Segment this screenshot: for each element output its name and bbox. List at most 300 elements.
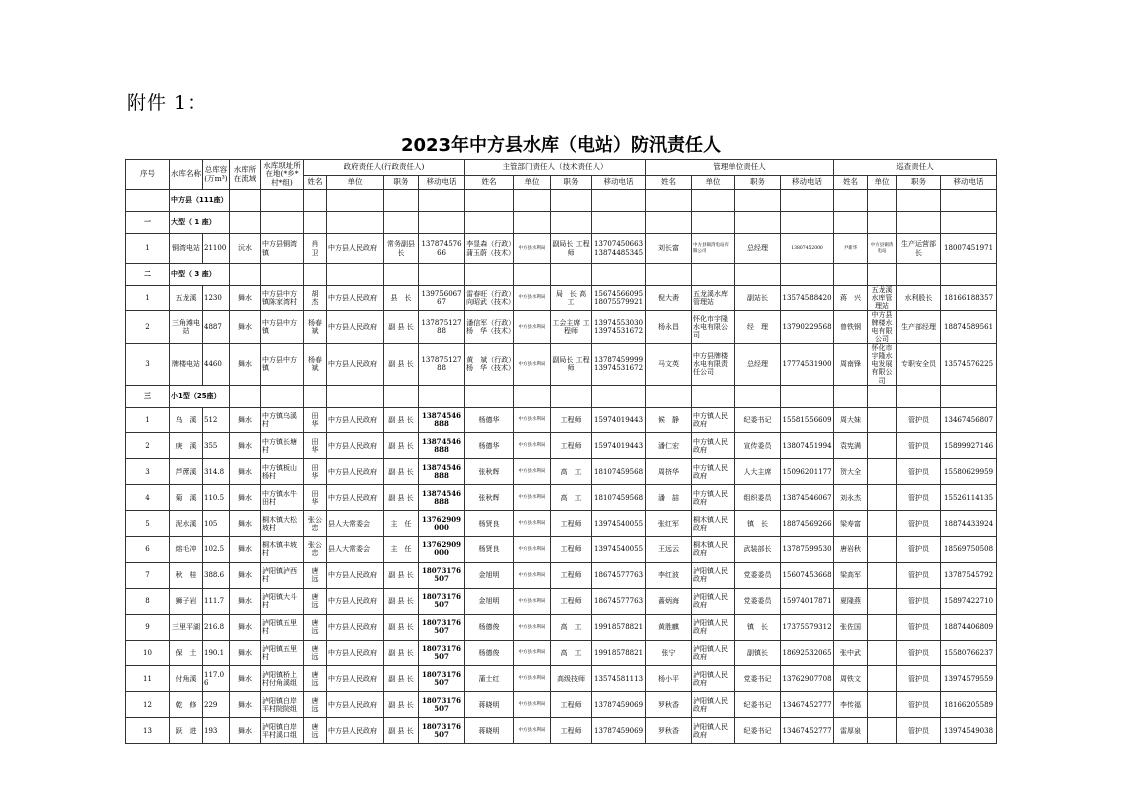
header-name: 水库名称	[170, 160, 203, 190]
cell-gov-title: 主 任	[384, 511, 419, 537]
cell-mgmt-phone: 13807452000	[781, 234, 834, 264]
cell-patrol-unit: 中方县牌楼水电有限公司	[868, 311, 897, 344]
section-label: 大型（ 1 座）	[170, 212, 230, 234]
cell-patrol-title: 管护员	[897, 511, 941, 537]
subheader-name: 姓名	[304, 176, 327, 190]
cell-seq: 11	[126, 666, 170, 692]
header-dept: 主管部门责任人（技术责任人）	[465, 160, 646, 176]
cell-gov-name: 田 华	[304, 433, 327, 459]
cell-capacity: 110.5	[203, 485, 230, 511]
cell-patrol-unit	[868, 511, 897, 537]
subheader-unit: 单位	[327, 176, 384, 190]
cell-dept-unit: 中方县水利局	[514, 234, 551, 264]
empty-cell	[230, 385, 261, 407]
empty-cell	[592, 212, 646, 234]
empty-cell	[514, 264, 551, 286]
empty-cell	[304, 385, 327, 407]
cell-gov-name: 唐 远	[304, 692, 327, 718]
cell-gov-title: 副 县 长	[384, 718, 419, 744]
table-row	[126, 562, 997, 588]
cell-patrol-name: 周铁文	[834, 666, 868, 692]
cell-gov-title: 副 县 长	[384, 311, 419, 344]
empty-cell	[304, 212, 327, 234]
cell-dept-name: 黄 斌（行政）杨 华（技术）	[465, 344, 514, 385]
cell-location: 泸阳镇五里村	[261, 614, 304, 640]
table-row	[126, 692, 997, 718]
cell-seq: 3	[126, 459, 170, 485]
table-row	[126, 459, 997, 485]
cell-dept-title: 工程师	[551, 511, 592, 537]
cell-dept-phone: 13787459999 13974531672	[592, 344, 646, 385]
cell-gov-name: 唐 远	[304, 666, 327, 692]
cell-seq: 7	[126, 562, 170, 588]
cell-patrol-title: 管护员	[897, 407, 941, 433]
cell-mgmt-phone: 13874546067	[781, 485, 834, 511]
cell-dept-title: 工程师	[551, 562, 592, 588]
cell-mgmt-title: 纪委书记	[735, 407, 781, 433]
cell-dept-name: 杨德华	[465, 407, 514, 433]
cell-gov-phone: 13762909000	[419, 537, 465, 563]
section-number: 一	[126, 212, 170, 234]
cell-river: 舞水	[230, 537, 261, 563]
cell-mgmt-unit: 泸阳镇人民政府	[692, 562, 735, 588]
subheader-phone: 移动电话	[592, 176, 646, 190]
cell-dept-unit: 中方县水利局	[514, 311, 551, 344]
cell-gov-phone: 18073176507	[419, 718, 465, 744]
empty-cell	[941, 212, 997, 234]
empty-cell	[261, 190, 304, 212]
cell-gov-title: 常务副县长	[384, 234, 419, 264]
cell-reservoir-name: 五龙溪	[170, 286, 203, 311]
cell-capacity: 105	[203, 511, 230, 537]
cell-dept-unit: 中方县水利局	[514, 718, 551, 744]
empty-cell	[735, 385, 781, 407]
cell-patrol-name: 尹新华	[834, 234, 868, 264]
cell-patrol-title: 管护员	[897, 614, 941, 640]
cell-gov-phone: 13787457666	[419, 234, 465, 264]
cell-dept-title: 工程师	[551, 433, 592, 459]
cell-dept-phone: 13707450663 13874485345	[592, 234, 646, 264]
cell-dept-name: 杨德俊	[465, 614, 514, 640]
cell-patrol-name: 李传福	[834, 692, 868, 718]
cell-patrol-phone: 13574576225	[941, 344, 997, 385]
empty-cell	[692, 212, 735, 234]
empty-cell	[897, 385, 941, 407]
cell-location: 泸阳镇白岸平村院院组	[261, 692, 304, 718]
cell-mgmt-name: 周挤华	[646, 459, 692, 485]
cell-patrol-unit	[868, 614, 897, 640]
cell-patrol-phone: 18569750508	[941, 537, 997, 563]
cell-gov-unit: 中方县人民政府	[327, 588, 384, 614]
cell-seq: 8	[126, 588, 170, 614]
cell-mgmt-title: 纪委书记	[735, 718, 781, 744]
cell-dept-name: 杨德华	[465, 433, 514, 459]
header-patrol: 巡查责任人	[834, 160, 997, 176]
cell-patrol-phone: 15897422710	[941, 588, 997, 614]
cell-mgmt-title: 党委书记	[735, 666, 781, 692]
section-large	[126, 212, 997, 234]
empty-cell	[384, 212, 419, 234]
cell-river: 舞水	[230, 344, 261, 385]
cell-dept-unit: 中方县水利局	[514, 614, 551, 640]
cell-gov-phone: 18073176507	[419, 614, 465, 640]
cell-gov-name: 田 华	[304, 459, 327, 485]
cell-river: 舞水	[230, 433, 261, 459]
cell-mgmt-unit: 泸阳镇人民政府	[692, 666, 735, 692]
cell-gov-phone: 13874546888	[419, 459, 465, 485]
cell-mgmt-unit: 桐木镇人民政府	[692, 537, 735, 563]
empty-cell	[465, 264, 514, 286]
subheader-unit: 单位	[868, 176, 897, 190]
empty-cell	[230, 212, 261, 234]
cell-patrol-title: 管护员	[897, 433, 941, 459]
cell-patrol-unit	[868, 433, 897, 459]
cell-gov-title: 副 县 长	[384, 692, 419, 718]
cell-dept-title: 工程师	[551, 537, 592, 563]
empty-cell	[230, 264, 261, 286]
cell-mgmt-name: 潘仁宏	[646, 433, 692, 459]
cell-gov-phone: 18073176507	[419, 562, 465, 588]
empty-cell	[868, 264, 897, 286]
cell-mgmt-phone: 17774531900	[781, 344, 834, 385]
cell-mgmt-unit: 五龙溪水库管理站	[692, 286, 735, 311]
cell-dept-phone: 13574581113	[592, 666, 646, 692]
cell-gov-title: 副 县 长	[384, 640, 419, 666]
cell-gov-unit: 县人大常委会	[327, 511, 384, 537]
cell-capacity: 4887	[203, 311, 230, 344]
cell-mgmt-name: 杨小平	[646, 666, 692, 692]
cell-gov-phone: 18073176507	[419, 640, 465, 666]
cell-mgmt-phone: 18874569266	[781, 511, 834, 537]
cell-seq: 4	[126, 485, 170, 511]
cell-patrol-title: 管护员	[897, 666, 941, 692]
section-number: 二	[126, 264, 170, 286]
county-row	[126, 190, 997, 212]
cell-reservoir-name: 乌 溪	[170, 407, 203, 433]
cell-gov-unit: 中方县人民政府	[327, 485, 384, 511]
cell-gov-phone: 18073176507	[419, 588, 465, 614]
cell-mgmt-phone: 13787599530	[781, 537, 834, 563]
empty-cell	[868, 212, 897, 234]
cell-river: 舞水	[230, 588, 261, 614]
cell-gov-name: 张公忠	[304, 511, 327, 537]
cell-reservoir-name: 乾 修	[170, 692, 203, 718]
cell-dept-title: 工程师	[551, 692, 592, 718]
subheader-title: 职务	[897, 176, 941, 190]
cell-patrol-unit	[868, 485, 897, 511]
cell-mgmt-phone: 13807451994	[781, 433, 834, 459]
cell-patrol-name: 夏隆燕	[834, 588, 868, 614]
cell-patrol-phone: 13974549038	[941, 718, 997, 744]
cell-patrol-unit	[868, 562, 897, 588]
responsibility-table	[125, 159, 997, 744]
cell-mgmt-name: 候 静	[646, 407, 692, 433]
cell-gov-phone: 13787512788	[419, 311, 465, 344]
cell-mgmt-title: 纪委书记	[735, 692, 781, 718]
cell-capacity: 512	[203, 407, 230, 433]
cell-gov-unit: 中方县人民政府	[327, 614, 384, 640]
cell-seq: 13	[126, 718, 170, 744]
cell-mgmt-phone: 13467452777	[781, 692, 834, 718]
cell-capacity: 21100	[203, 234, 230, 264]
empty-cell	[941, 385, 997, 407]
empty-cell	[230, 190, 261, 212]
empty-cell	[834, 264, 868, 286]
cell-dept-unit: 中方县水利局	[514, 485, 551, 511]
cell-patrol-phone: 13467456807	[941, 407, 997, 433]
cell-mgmt-name: 罗秋香	[646, 692, 692, 718]
cell-reservoir-name: 保 土	[170, 640, 203, 666]
cell-patrol-name: 张佐国	[834, 614, 868, 640]
cell-seq: 10	[126, 640, 170, 666]
cell-patrol-title: 水利股长	[897, 286, 941, 311]
cell-gov-name: 张公忠	[304, 537, 327, 563]
cell-capacity: 193	[203, 718, 230, 744]
cell-mgmt-phone: 15607453668	[781, 562, 834, 588]
cell-patrol-unit: 怀化市宇隆水电发展有限公司	[868, 344, 897, 385]
header-seq: 序号	[126, 160, 170, 190]
table-row	[126, 511, 997, 537]
empty-cell	[735, 264, 781, 286]
empty-cell	[868, 385, 897, 407]
cell-capacity: 4460	[203, 344, 230, 385]
cell-dept-title: 副局长 工程师	[551, 234, 592, 264]
cell-patrol-name: 梁高军	[834, 562, 868, 588]
cell-dept-phone: 13787459069	[592, 718, 646, 744]
cell-seq: 2	[126, 433, 170, 459]
cell-patrol-unit	[868, 692, 897, 718]
empty-cell	[384, 190, 419, 212]
subheader-name: 姓名	[834, 176, 868, 190]
section-label: 中型（ 3 座）	[170, 264, 230, 286]
cell-capacity: 190.1	[203, 640, 230, 666]
empty-cell	[781, 264, 834, 286]
empty-cell	[592, 264, 646, 286]
cell-gov-title: 副 县 长	[384, 614, 419, 640]
cell-dept-phone: 15974019443	[592, 407, 646, 433]
cell-dept-phone: 18674577763	[592, 562, 646, 588]
cell-patrol-title: 管护员	[897, 588, 941, 614]
cell-gov-phone: 13874546888	[419, 433, 465, 459]
cell-location: 中方县中方镇	[261, 344, 304, 385]
cell-river: 舞水	[230, 459, 261, 485]
cell-capacity: 117.06	[203, 666, 230, 692]
empty-cell	[419, 212, 465, 234]
cell-gov-title: 副 县 长	[384, 433, 419, 459]
empty-cell	[897, 264, 941, 286]
cell-dept-title: 副局长 工程师	[551, 344, 592, 385]
cell-river: 舞水	[230, 311, 261, 344]
cell-capacity: 1230	[203, 286, 230, 311]
cell-patrol-name: 周大妹	[834, 407, 868, 433]
empty-cell	[327, 385, 384, 407]
cell-patrol-phone: 18874589561	[941, 311, 997, 344]
empty-cell	[592, 190, 646, 212]
cell-seq: 12	[126, 692, 170, 718]
cell-dept-title: 工程师	[551, 407, 592, 433]
cell-patrol-unit	[868, 640, 897, 666]
cell-mgmt-phone: 18692532065	[781, 640, 834, 666]
cell-mgmt-name: 张红军	[646, 511, 692, 537]
cell-patrol-phone: 15526114135	[941, 485, 997, 511]
cell-gov-phone: 13874546888	[419, 407, 465, 433]
cell-dept-title: 高 工	[551, 614, 592, 640]
cell-location: 泸阳镇五里村	[261, 640, 304, 666]
cell-dept-unit: 中方县水利局	[514, 640, 551, 666]
cell-dept-name: 蒋晓明	[465, 718, 514, 744]
cell-mgmt-name: 潘 喆	[646, 485, 692, 511]
cell-patrol-unit	[868, 459, 897, 485]
cell-patrol-title: 管护员	[897, 459, 941, 485]
cell-mgmt-name: 罗秋香	[646, 718, 692, 744]
cell-gov-unit: 中方县人民政府	[327, 718, 384, 744]
empty-cell	[834, 190, 868, 212]
cell-dept-name: 张秋辉	[465, 459, 514, 485]
cell-gov-phone: 13762909000	[419, 511, 465, 537]
cell-seq: 6	[126, 537, 170, 563]
header-capacity: 总库容(万m³)	[203, 160, 230, 190]
cell-reservoir-name: 铜湾电站	[170, 234, 203, 264]
cell-patrol-unit: 五龙溪水库管理站	[868, 286, 897, 311]
cell-dept-title: 高 工	[551, 640, 592, 666]
cell-mgmt-name: 张宁	[646, 640, 692, 666]
cell-reservoir-name: 三角滩电站	[170, 311, 203, 344]
cell-capacity: 388.6	[203, 562, 230, 588]
cell-gov-title: 副 县 长	[384, 666, 419, 692]
empty-cell	[514, 385, 551, 407]
empty-cell	[261, 385, 304, 407]
cell-dept-title: 高 工	[551, 485, 592, 511]
cell-mgmt-unit: 中方镇人民政府	[692, 485, 735, 511]
cell-mgmt-unit: 中方镇人民政府	[692, 459, 735, 485]
cell-patrol-title: 管护员	[897, 485, 941, 511]
cell-gov-phone: 13787512788	[419, 344, 465, 385]
cell-patrol-name: 周南锋	[834, 344, 868, 385]
cell-capacity: 355	[203, 433, 230, 459]
cell-reservoir-name: 狮子岩	[170, 588, 203, 614]
cell-gov-unit: 中方县人民政府	[327, 459, 384, 485]
cell-dept-title: 工程师	[551, 718, 592, 744]
empty-cell	[327, 212, 384, 234]
cell-dept-title: 高级技师	[551, 666, 592, 692]
section-number: 三	[126, 385, 170, 407]
empty-cell	[781, 212, 834, 234]
cell-patrol-name: 贺大全	[834, 459, 868, 485]
cell-reservoir-name: 庚 溪	[170, 433, 203, 459]
section-label: 小1型（25座）	[170, 385, 230, 407]
cell-dept-phone: 19918578821	[592, 614, 646, 640]
empty-cell	[514, 190, 551, 212]
cell-patrol-phone: 13974579559	[941, 666, 997, 692]
empty-cell	[551, 264, 592, 286]
cell-seq: 9	[126, 614, 170, 640]
cell-gov-name: 唐 远	[304, 718, 327, 744]
cell-dept-unit: 中方县水利局	[514, 459, 551, 485]
subheader-title: 职务	[551, 176, 592, 190]
empty-cell	[781, 385, 834, 407]
cell-dept-unit: 中方县水利局	[514, 511, 551, 537]
cell-patrol-name: 张中武	[834, 640, 868, 666]
cell-dept-unit: 中方县水利局	[514, 344, 551, 385]
cell-mgmt-phone: 13790229568	[781, 311, 834, 344]
empty-cell	[304, 264, 327, 286]
cell-patrol-title: 管护员	[897, 562, 941, 588]
cell-dept-phone: 18107459568	[592, 459, 646, 485]
cell-reservoir-name: 熔毛冲	[170, 537, 203, 563]
cell-mgmt-phone: 13467452777	[781, 718, 834, 744]
cell-location: 中方镇水牛田村	[261, 485, 304, 511]
table-row	[126, 718, 997, 744]
cell-gov-unit: 中方县人民政府	[327, 433, 384, 459]
empty-cell	[692, 264, 735, 286]
cell-dept-name: 蒲士红	[465, 666, 514, 692]
cell-mgmt-phone: 15581556609	[781, 407, 834, 433]
cell-patrol-phone: 13787545792	[941, 562, 997, 588]
cell-reservoir-name: 秋 桂	[170, 562, 203, 588]
cell-patrol-name: 梁寿富	[834, 511, 868, 537]
cell-mgmt-phone: 13574588420	[781, 286, 834, 311]
table-row	[126, 485, 997, 511]
cell-dept-phone: 13974540055	[592, 511, 646, 537]
empty-cell	[646, 385, 692, 407]
cell-patrol-unit	[868, 407, 897, 433]
cell-patrol-name: 袁宪满	[834, 433, 868, 459]
cell-patrol-unit	[868, 666, 897, 692]
cell-gov-name: 田 华	[304, 407, 327, 433]
cell-location: 中方镇长塘村	[261, 433, 304, 459]
cell-gov-name: 胡 杰	[304, 286, 327, 311]
cell-mgmt-title: 总经理	[735, 344, 781, 385]
cell-gov-name: 杨春斌	[304, 311, 327, 344]
cell-gov-unit: 中方县人民政府	[327, 666, 384, 692]
cell-dept-name: 金旭明	[465, 562, 514, 588]
cell-patrol-title: 生产运营部长	[897, 234, 941, 264]
cell-patrol-name: 曾铁钢	[834, 311, 868, 344]
cell-patrol-unit: 中方县铜湾电站	[868, 234, 897, 264]
subheader-phone: 移动电话	[781, 176, 834, 190]
cell-capacity: 111.7	[203, 588, 230, 614]
table-row	[126, 433, 997, 459]
cell-reservoir-name: 牌楼电站	[170, 344, 203, 385]
table-row	[126, 344, 997, 385]
empty-cell	[384, 264, 419, 286]
cell-dept-phone: 13974540055	[592, 537, 646, 563]
empty-cell	[551, 385, 592, 407]
cell-river: 舞水	[230, 286, 261, 311]
subheader-title: 职务	[384, 176, 419, 190]
empty-cell	[384, 385, 419, 407]
cell-gov-name: 田 华	[304, 485, 327, 511]
cell-location: 泸阳镇泸西村	[261, 562, 304, 588]
cell-dept-unit: 中方县水利局	[514, 562, 551, 588]
cell-reservoir-name: 跃 进	[170, 718, 203, 744]
empty-cell	[419, 264, 465, 286]
cell-seq: 5	[126, 511, 170, 537]
cell-dept-name: 蒋晓明	[465, 692, 514, 718]
cell-gov-unit: 中方县人民政府	[327, 562, 384, 588]
cell-dept-unit: 中方县水利局	[514, 692, 551, 718]
cell-mgmt-title: 总经理	[735, 234, 781, 264]
cell-patrol-phone: 18166188357	[941, 286, 997, 311]
cell-dept-phone: 19918578821	[592, 640, 646, 666]
cell-mgmt-name: 王远云	[646, 537, 692, 563]
cell-dept-name: 杨贤良	[465, 537, 514, 563]
cell-patrol-phone: 18166205589	[941, 692, 997, 718]
cell-dept-unit: 中方县水利局	[514, 433, 551, 459]
header-mgmt: 管理单位责任人	[646, 160, 834, 176]
cell-dept-unit: 中方县水利局	[514, 588, 551, 614]
cell-reservoir-name: 三里平湖	[170, 614, 203, 640]
